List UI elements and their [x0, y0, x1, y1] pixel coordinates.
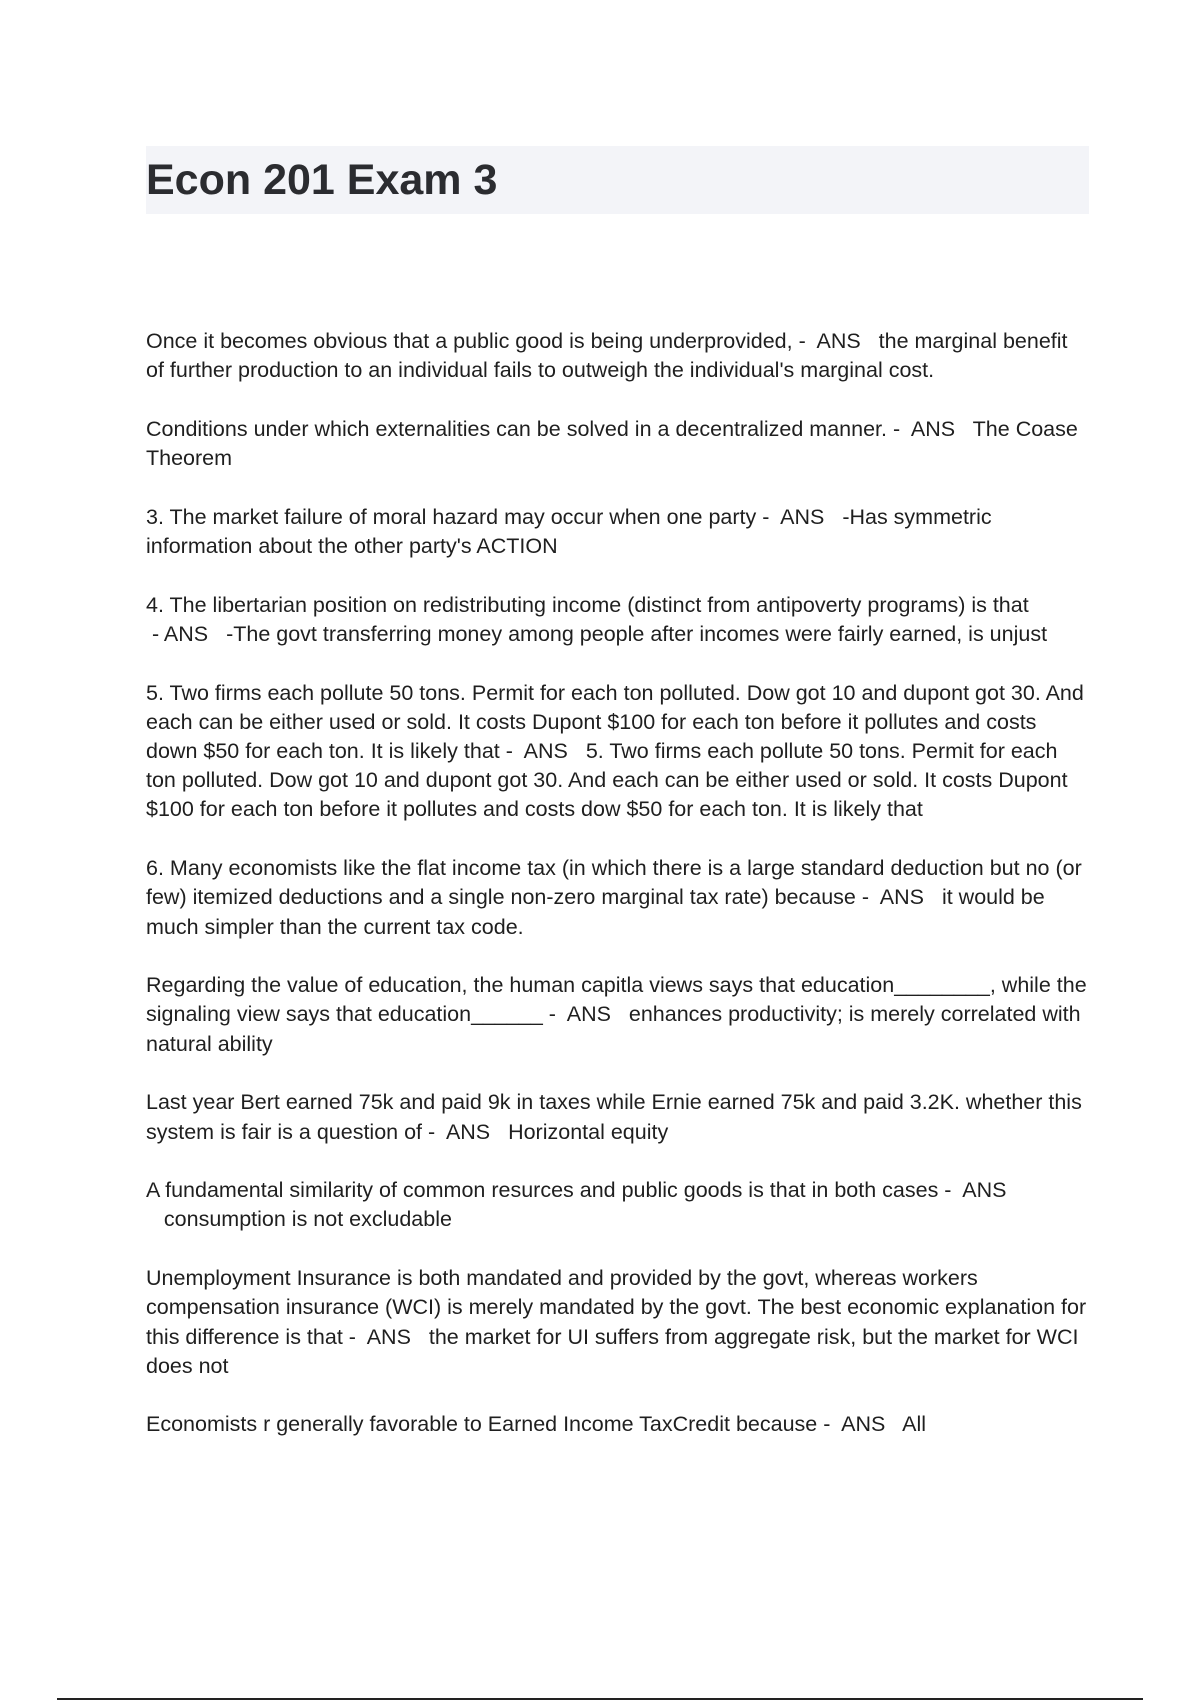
- question-list: [146, 327, 1090, 1469]
- page-title: Econ 201 Exam 3: [146, 156, 498, 204]
- question-text: A fundamental similarity of common resurces and public goods is that in both cases: [146, 1178, 939, 1203]
- qa-item: Last year Bert earned 75k and paid 9k in taxes while Ernie earned 75k and paid 3.2K. whether this system is fair is a question of - ANS Horizontal equity: [146, 1090, 1082, 1144]
- question-text: Last year Bert earned 75k and paid 9k in taxes while Ernie earned 75k and paid 3.2K. whether this system is fair is a question of: [146, 1090, 1082, 1144]
- question-text: 5. Two firms each pollute 50 tons. Permit for each ton polluted. Dow got 10 and dupont got 30. And each can be either used or sold. It costs Dupont $100 for each ton before it pollutes and costs down $50 for each ton. It is likely that: [146, 680, 1084, 764]
- answer-text: consumption is not excludable: [163, 1207, 452, 1232]
- answer-marker: ANS: [445, 1119, 491, 1144]
- question-text: Economists r generally favorable to Earned Income TaxCredit because: [146, 1412, 818, 1437]
- answer-marker: ANS: [566, 1002, 611, 1027]
- answer-text: All: [902, 1412, 927, 1437]
- answer-text: The Coase Theorem: [146, 416, 1078, 471]
- answer-text: the marginal benefit of further production to an individual fails to outweigh the individual's marginal cost.: [146, 329, 1068, 383]
- qa-item: 4. The libertarian position on redistributing income (distinct from antipoverty programs) is that - ANS -The govt transferring money among people after incomes were fairly earned, is unjust: [146, 592, 1048, 646]
- answer-text: Horizontal equity: [508, 1119, 669, 1144]
- question-text: Once it becomes obvious that a public good is being underprovided,: [146, 329, 793, 353]
- answer-text: it would be much simpler than the current tax code.: [146, 885, 1045, 939]
- answer-marker: ANS: [780, 504, 825, 529]
- qa-item: 5. Two firms each pollute 50 tons. Permit for each ton polluted. Dow got 10 and dupont got 30. And each can be either used or sold. It costs Dupont $100 for each ton before it pollutes and costs down $50 for each ton. It is likely that - ANS 5. Two firms each pollute 50 tons. Permit for each ton polluted. Dow got 10 and dupont got 30. And each can be either used or sold. It costs Dupont $100 for each ton before it pollutes and costs dow $50 for each ton. It is likely that: [146, 680, 1084, 822]
- answer-marker: ANS: [879, 885, 925, 910]
- qa-item: Regarding the value of education, the human capitla views says that education________, while the signaling view says that education______ - ANS enhances productivity; is merely correlated with natural ability: [146, 973, 1087, 1056]
- answer-marker: ANS: [841, 1412, 886, 1437]
- answer-text: the market for UI suffers from aggregate risk, but the market for WCI does not: [146, 1324, 1079, 1378]
- qa-item: Economists r generally favorable to Earned Income TaxCredit because - ANS All: [146, 1412, 927, 1437]
- qa-item: A fundamental similarity of common resurces and public goods is that in both cases - ANS consumption is not excludable: [146, 1178, 1007, 1232]
- answer-marker: ANS: [816, 329, 861, 353]
- answer-marker: ANS: [962, 1178, 1007, 1203]
- qa-item: 3. The market failure of moral hazard may occur when one party - ANS -Has symmetric information about the other party's ACTION: [146, 504, 992, 559]
- question-text: 3. The market failure of moral hazard may occur when one party: [146, 504, 757, 529]
- answer-text: 5. Two firms each pollute 50 tons. Permit for each ton polluted. Dow got 10 and dupont got 30. And each can be either used or sold. It costs Dupont $100 for each ton before it pollutes and costs dow $50 for each ton. It is likely that: [146, 739, 1068, 822]
- title-banner: [146, 146, 1089, 214]
- answer-marker: ANS: [910, 416, 956, 441]
- qa-item: 6. Many economists like the flat income tax (in which there is a large standard deduction but no (or few) itemized deductions and a single non-zero marginal tax rate) because - ANS it would be much simpler than the current tax code.: [146, 856, 1082, 939]
- answer-marker: ANS: [366, 1324, 411, 1349]
- question-text: Regarding the value of education, the human capitla views says that education________, while the signaling view says that education______: [146, 973, 1087, 1027]
- qa-item: Once it becomes obvious that a public good is being underprovided, - ANS the marginal benefit of further production to an individual fails to outweigh the individual's marginal cost.: [146, 329, 1068, 383]
- question-text: Unemployment Insurance is both mandated and provided by the govt, whereas workers compensation insurance (WCI) is merely mandated by the govt. The best economic explanation for this difference is that: [146, 1266, 1087, 1349]
- answer-marker: ANS: [163, 621, 209, 646]
- answer-marker: ANS: [523, 739, 568, 764]
- question-text: Conditions under which externalities can be solved in a decentralized manner.: [146, 416, 887, 441]
- answer-text: -Has symmetric information about the other party's ACTION: [146, 504, 992, 559]
- answer-text: -The govt transferring money among people after incomes were fairly earned, is unjust: [226, 621, 1048, 646]
- question-text: 4. The libertarian position on redistributing income (distinct from antipoverty programs) is that: [146, 592, 1029, 617]
- qa-item: Unemployment Insurance is both mandated and provided by the govt, whereas workers compensation insurance (WCI) is merely mandated by the govt. The best economic explanation for this difference is that - ANS the market for UI suffers from aggregate risk, but the market for WCI does not: [146, 1266, 1087, 1378]
- question-text: 6. Many economists like the flat income tax (in which there is a large standard deduction but no (or few) itemized deductions and a single non-zero marginal tax rate) because: [146, 856, 1082, 910]
- answer-text: enhances productivity; is merely correlated with natural ability: [146, 1002, 1081, 1056]
- qa-item: Conditions under which externalities can be solved in a decentralized manner. - ANS The Coase Theorem: [146, 416, 1078, 471]
